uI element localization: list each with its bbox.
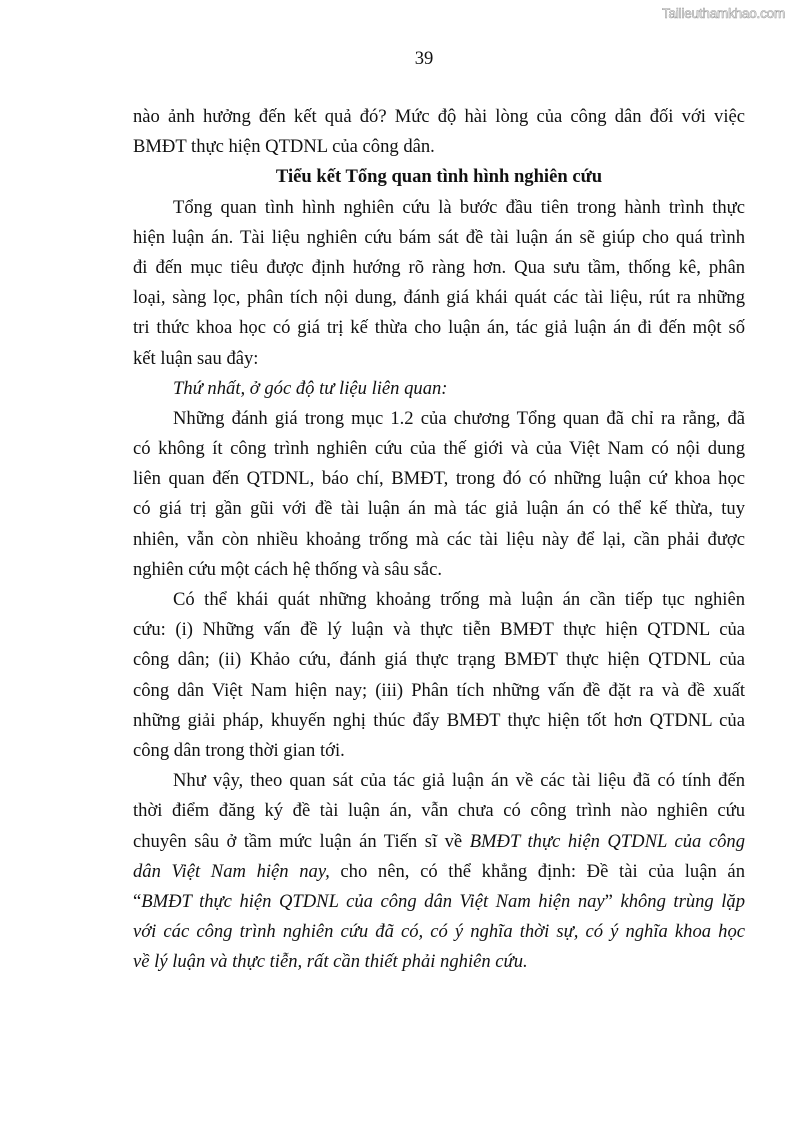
text-segment: chuyên sâu ở tầm mức luận án Tiến sĩ về <box>133 830 470 852</box>
section-heading: Tiểu kết Tổng quan tình hình nghiên cứu <box>275 166 603 188</box>
text-line: với các công trình nghiên cứu đã có, có ý nghĩa thời sự, có ý nghĩa khoa học <box>133 921 745 943</box>
text-line <box>133 827 745 857</box>
text-line: công dân; (ii) Khảo cứu, đánh giá thực trạng BMĐT thực hiện QTDNL của <box>133 649 745 671</box>
text-line: nhiên, vẫn còn nhiều khoảng trống mà các tài liệu này để lại, cần phải được <box>133 528 745 550</box>
text-line: tri thức khoa học có giá trị kế thừa cho luận án, tác giả luận án đi đến một số <box>133 317 745 339</box>
text-line <box>133 887 745 917</box>
text-line: có giá trị gần gũi với đề tài luận án mà tác giả luận án có thể kế thừa, tuy <box>133 498 745 520</box>
text-line: về lý luận và thực tiễn, rất cần thiết phải nghiên cứu. <box>133 951 528 973</box>
text-line: công dân Việt Nam hiện nay; (iii) Phân tích những vấn đề đặt ra và đề xuất <box>133 679 745 701</box>
text-segment: BMĐT thực hiện QTDNL của công dân Việt Nam hiện nay <box>141 890 605 912</box>
text-line: nghiên cứu một cách hệ thống và sâu sắc. <box>133 558 443 580</box>
text-segment: “ <box>133 890 142 912</box>
text-line: Tổng quan tình hình nghiên cứu là bước đầu tiên trong hành trình thực <box>173 196 745 218</box>
text-line: Có thể khái quát những khoảng trống mà luận án cần tiếp tục nghiên <box>173 589 745 610</box>
text-line: BMĐT thực hiện QTDNL của công dân. <box>133 136 435 158</box>
text-line: nào ảnh hưởng đến kết quả đó? Mức độ hài lòng của công dân đối với việc <box>133 106 745 127</box>
text-line: Thứ nhất, ở góc độ tư liệu liên quan: <box>173 377 448 399</box>
text-line: những giải pháp, khuyến nghị thúc đẩy BMĐT thực hiện tốt hơn QTDNL của <box>133 709 745 731</box>
text-line: thời điểm đăng ký đề tài luận án, vẫn chưa có công trình nào nghiên cứu <box>133 800 745 822</box>
text-line: Những đánh giá trong mục 1.2 của chương Tổng quan đã chỉ ra rằng, đã <box>173 407 745 429</box>
text-line: Như vậy, theo quan sát của tác giả luận án về các tài liệu đã có tính đến <box>173 770 745 792</box>
document-body <box>133 102 745 977</box>
text-segment: ” <box>604 890 621 912</box>
text-segment: cho nên, có thể khẳng định: Đề tài của luận án <box>329 860 745 882</box>
text-segment: không trùng lặp <box>620 890 745 912</box>
text-line: có không ít công trình nghiên cứu của thế giới và của Việt Nam có nội dung <box>133 438 745 460</box>
text-segment: BMĐT thực hiện QTDNL của công <box>469 830 745 852</box>
page-number: 39 <box>414 48 434 69</box>
text-line: liên quan đến QTDNL, báo chí, BMĐT, trong đó có những luận cứ khoa học <box>133 468 745 490</box>
text-line: hiện luận án. Tài liệu nghiên cứu bám sát đề tài luận án sẽ giúp cho quá trình <box>133 226 745 248</box>
text-line: kết luận sau đây: <box>133 347 259 369</box>
text-line: loại, sàng lọc, phân tích nội dung, đánh giá khái quát các tài liệu, rút ra những <box>133 287 745 309</box>
text-line: cứu: (i) Những vấn đề lý luận và thực tiễn BMĐT thực hiện QTDNL của <box>133 619 745 641</box>
text-line <box>133 857 745 887</box>
text-line: công dân trong thời gian tới. <box>133 739 345 761</box>
text-line: đi đến mục tiêu được định hướng rõ ràng hơn. Qua sưu tầm, thống kê, phân <box>133 256 745 278</box>
text-segment: dân Việt Nam hiện nay, <box>133 860 330 882</box>
watermark: Tailieuthamkhao.com <box>661 6 785 21</box>
